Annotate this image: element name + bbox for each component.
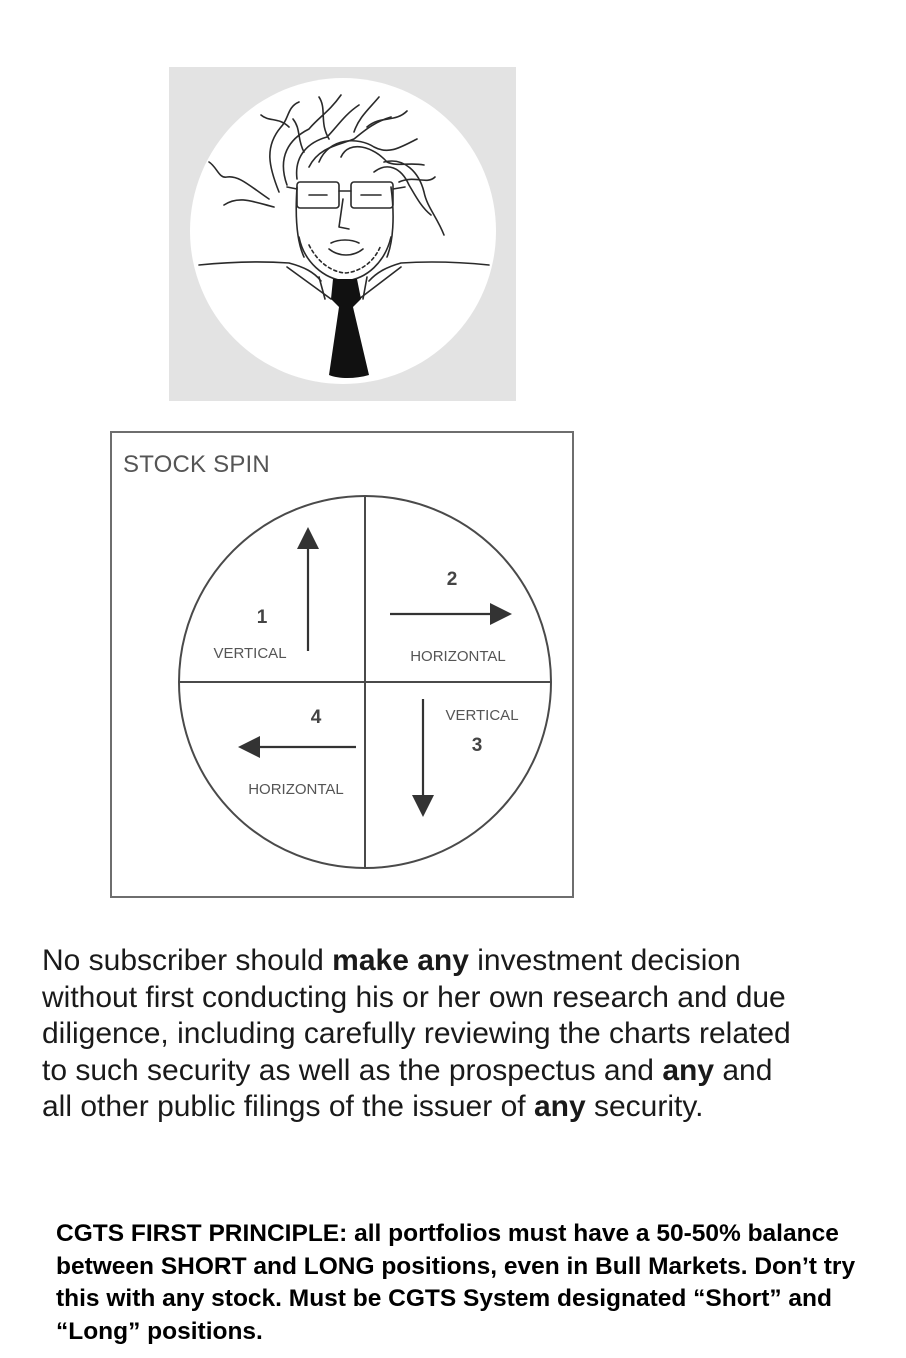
stock-spin-title: STOCK SPIN: [123, 451, 270, 478]
disclaimer-text-4: security.: [585, 1090, 704, 1123]
avatar: [169, 67, 516, 401]
disclaimer-bold-2: any: [662, 1053, 715, 1087]
stock-spin-wheel: [112, 433, 572, 896]
disclaimer-text-3: and all other public filings of the issuer of: [42, 1053, 773, 1123]
disclaimer-paragraph: [42, 943, 802, 1126]
quadrant-4-label: HORIZONTAL: [248, 781, 344, 798]
arrow-down-icon: [412, 699, 434, 817]
quadrant-3-number: 3: [471, 735, 483, 756]
bearded-man-sketch-icon: [169, 67, 516, 401]
arrow-up-icon: [297, 527, 319, 651]
quadrant-2-number: 2: [446, 569, 458, 590]
arrow-left-icon: [238, 736, 356, 758]
disclaimer-bold-1: make any: [332, 944, 469, 977]
quadrant-2-label: HORIZONTAL: [410, 648, 506, 665]
quadrant-4-number: 4: [310, 707, 322, 728]
stock-spin-diagram: [110, 431, 574, 898]
first-principle-text: CGTS FIRST PRINCIPLE: all portfolios must have a 50-50% balance between SHORT and LONG positions, even in Bull Markets. Don’t try this with any stock. Must be CGTS System designated “Short” and “Long” positions.: [56, 1220, 856, 1345]
quadrant-1-label: VERTICAL: [213, 645, 287, 662]
disclaimer-bold-3: any: [533, 1090, 586, 1123]
quadrant-3-label: VERTICAL: [445, 707, 519, 724]
disclaimer-text-2: investment decision without first conducting his or her own research and due diligence, including carefully reviewing the charts related to such security as well as the prospectus and: [42, 944, 791, 1087]
quadrant-1-number: 1: [256, 607, 268, 628]
arrow-right-icon: [390, 603, 512, 625]
disclaimer-text-1: No subscriber should: [42, 944, 333, 977]
